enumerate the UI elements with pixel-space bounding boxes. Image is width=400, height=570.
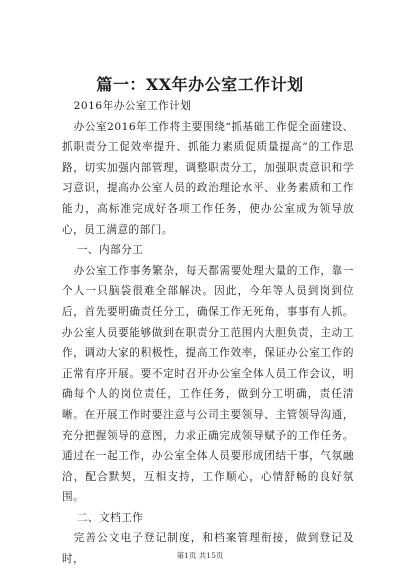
- plan-subtitle: 2016年办公室工作计划: [73, 100, 192, 112]
- intro-paragraph: 办公室2016年工作将主要围绕“抓基础工作促全面建设、抓职责分工促效率提升、抓能力素质促质量提高”的工作思路，切实加强内部管理，调整职责分工，加强职责意识和学习意识，提高办公室人员的政治理论水平、业务素质和工作能力，高标准完成好各项工作任务，使办公室成为领导放心，员工满意的部门。: [62, 120, 354, 236]
- internal-division-paragraph: 办公室工作事务繁杂，每天都需要处理大量的工作，靠一个人一只脑袋很难全部解决。因此，今年等人员到岗到位后，首先要明确责任分工，确保工作无死角，事事有人抓。办公室人员要能够做到在职责分工范围内大胆负责，主动工作，调动大家的积极性，提高工作效率，保证办公室工作的正常有序开展。要不定时召开办公室全体人员工作会议，明确每个人的岗位责任，工作任务，做到分工明确，责任清晰。在开展工作时要注意与公司主要领导、主管领导沟通，充分把握领导的意图，力求正确完成领导赋予的工作任务。通过在一起工作，办公室全体人员要形成团结干事，气氛融洽，配合默契，互相支持，工作顺心，心情舒畅的良好氛围。: [62, 264, 354, 504]
- document-title: 篇一：XX年办公室工作计划: [96, 75, 304, 94]
- page-footer: 第1页 共15页: [176, 551, 224, 560]
- section-heading-internal-division: 一、内部分工: [76, 244, 144, 257]
- section-heading-document-work: 二、文档工作: [76, 511, 144, 524]
- document-work-paragraph: 完善公文电子登记制度，和档案管理衔接，做到登记及时，: [62, 532, 354, 566]
- document-body: [62, 96, 354, 570]
